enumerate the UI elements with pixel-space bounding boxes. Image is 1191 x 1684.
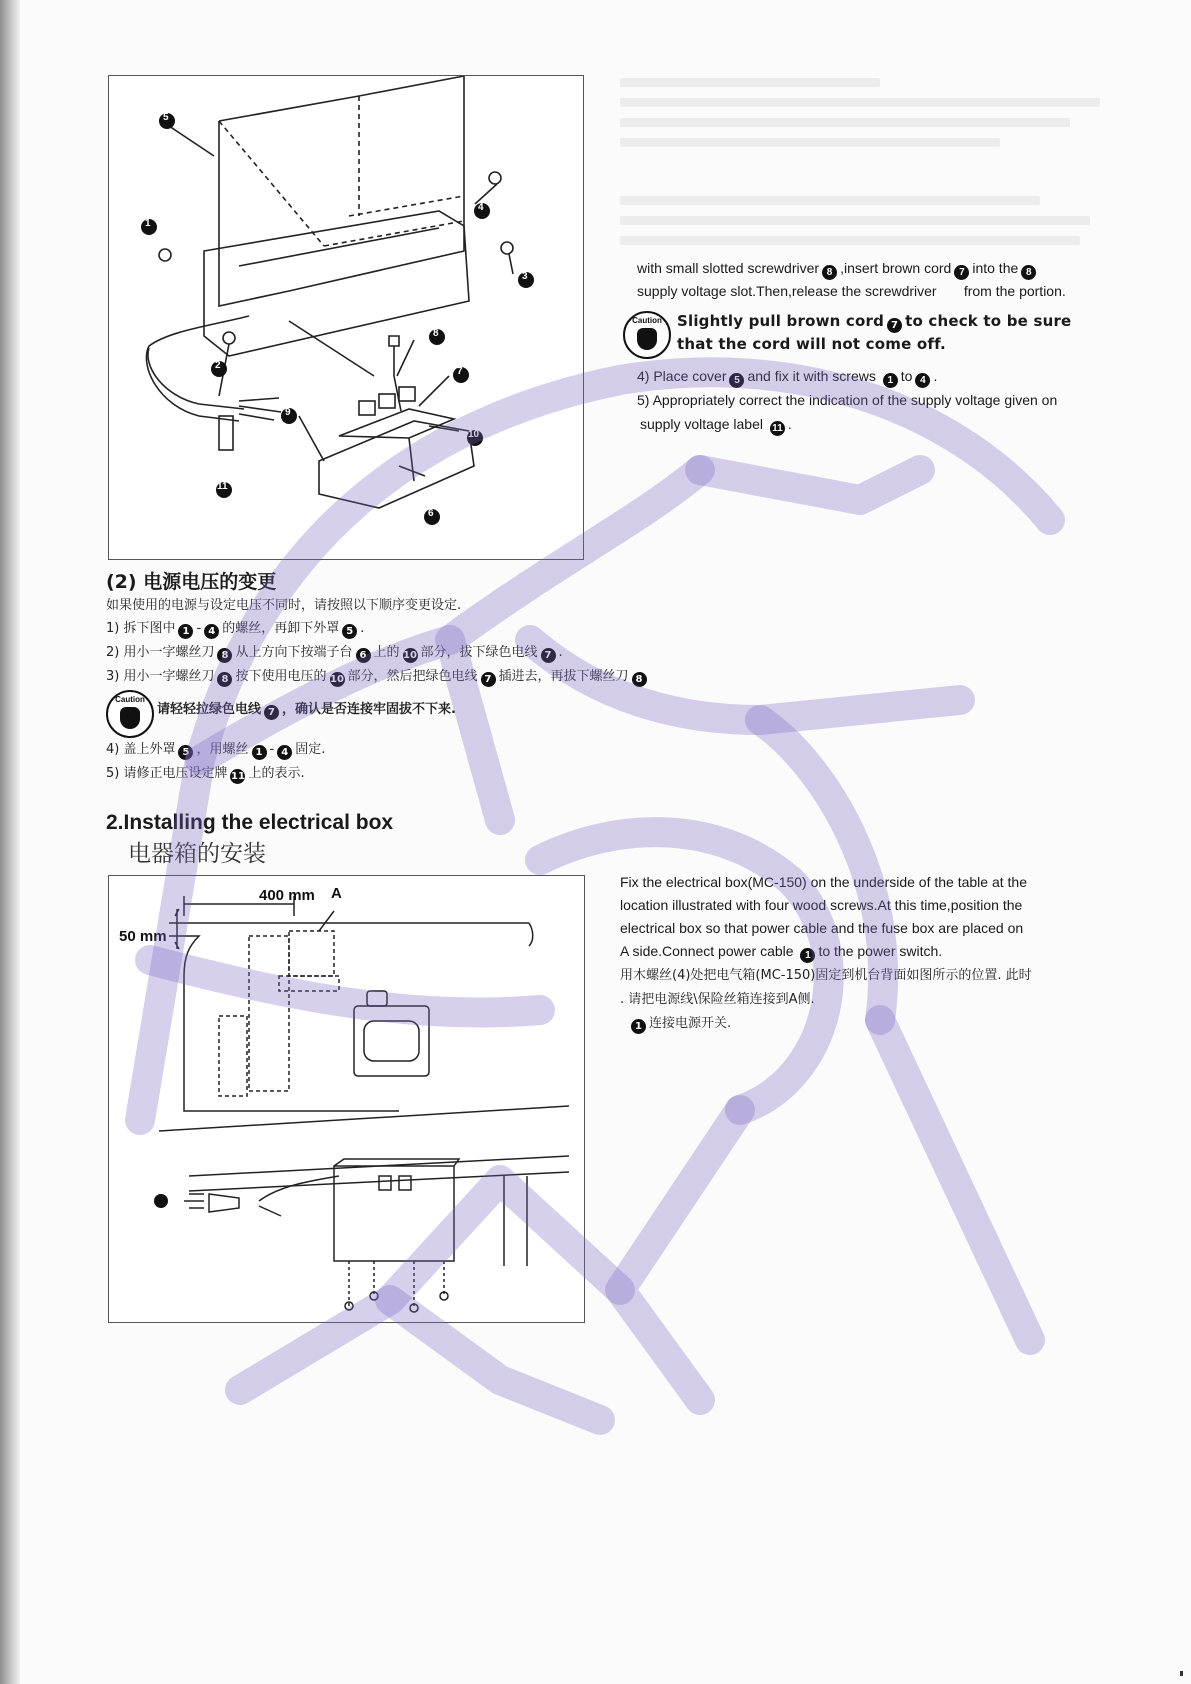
callout-label: 10: [468, 429, 480, 440]
faded-text-line: [620, 78, 880, 87]
callout-label: 9: [285, 407, 291, 418]
num-badge: 7: [264, 705, 279, 720]
callout-bubble-1: [154, 1194, 168, 1208]
num-badge: 7: [887, 318, 902, 333]
voltage-change-illustration: [109, 76, 583, 559]
faded-text-line: [620, 98, 1100, 107]
cn-step-3: 3) 用小一字螺丝刀 8 按下使用电压的 10 部分，然后把绿色电线 7 插进去，再拔下螺丝刀 8: [106, 667, 650, 687]
section-2-title: 2.Installing the electrical box: [106, 811, 394, 834]
faded-text-line: [620, 216, 1090, 225]
step-4: 4) Place cover 5 and fix it with screws 1 to 4 .: [637, 368, 938, 386]
instruction-line: supply voltage slot.Then,release the screwdriver from the portion.: [637, 283, 1066, 299]
step-5-cont: supply voltage label 11 .: [640, 416, 792, 434]
num-badge: 11: [770, 421, 785, 436]
num-badge: 11: [231, 771, 245, 782]
callout-label: 7: [457, 366, 463, 377]
num-badge: 1: [631, 1019, 646, 1034]
figure-electrical-box: [108, 875, 585, 1323]
num-badge: 4: [204, 624, 219, 639]
callout-label: 1: [145, 218, 151, 229]
figure-voltage-change: [108, 75, 584, 560]
page-mark: [1180, 1671, 1183, 1676]
num-badge: 4: [915, 373, 930, 388]
num-badge: 8: [1021, 265, 1036, 280]
install-cn-line: . 请把电源线\保险丝箱连接到A侧.: [620, 992, 815, 1007]
num-badge: 1: [252, 745, 267, 760]
cn-caution-icon: Caution: [106, 690, 154, 738]
install-desc-line: electrical box so that power cable and the fuse box are placed on: [620, 920, 1024, 936]
instruction-line: with small slotted screwdriver 8 ,insert brown cord 7 into the 8: [637, 257, 1039, 280]
num-badge: 7: [481, 672, 496, 687]
cn-intro: 如果使用的电源与设定电压不同时，请按照以下顺序变更设定.: [106, 598, 462, 613]
install-desc-line: location illustrated with four wood screws.At this time,position the: [620, 897, 1023, 913]
point-a-label: A: [331, 885, 342, 902]
num-badge: 8: [217, 648, 232, 663]
callout-bubbles: [141, 113, 534, 525]
caution-note: Slightly pull brown cord 7 to check to be sure that the cord will not come off.: [677, 312, 1072, 353]
num-badge: 1: [800, 948, 815, 963]
dim-50-label: 50 mm: [119, 928, 167, 945]
num-badge: 5: [729, 373, 744, 388]
cn-step-1: 1) 拆下图中 1 - 4 的螺丝，再卸下外罩 5 .: [106, 621, 365, 637]
step-5: 5) Appropriately correct the indication of the supply voltage given on: [637, 392, 1058, 408]
callout-label: 3: [522, 271, 528, 282]
num-badge: 8: [217, 672, 232, 687]
callout-label: 2: [215, 360, 221, 371]
num-badge: 8: [822, 265, 837, 280]
dim-400-label: 400 mm: [259, 887, 315, 904]
cn-step-4: 4) 盖上外罩 5 ，用螺丝 1 - 4 固定.: [106, 742, 326, 758]
caution-icon: Caution: [623, 311, 671, 359]
num-badge: 6: [356, 648, 371, 663]
faded-text-line: [620, 118, 1070, 127]
num-badge: 8: [632, 672, 647, 687]
faded-text-line: [620, 196, 1040, 205]
callout-label: 8: [433, 328, 439, 339]
callout-label: 6: [428, 508, 434, 519]
install-cn-line: 1 连接电源开关.: [628, 1014, 731, 1034]
install-desc-line: A side.Connect power cable 1 to the power switch.: [620, 943, 943, 961]
callout-label: 5: [163, 112, 169, 123]
num-badge: 5: [178, 745, 193, 760]
num-badge: 7: [541, 648, 556, 663]
cn-section-heading: (2) 电源电压的变更: [106, 571, 277, 593]
callout-label: 4: [478, 202, 484, 213]
num-badge: 1: [883, 373, 898, 388]
install-cn-line: 用木螺丝(4)处把电气箱(MC-150)固定到机台背面如图所示的位置. 此时: [620, 968, 1032, 983]
electrical-box-illustration: [109, 876, 584, 1322]
install-desc-line: Fix the electrical box(MC-150) on the underside of the table at the: [620, 874, 1027, 890]
num-badge: 7: [954, 265, 969, 280]
callout-label: 11: [217, 481, 228, 492]
faded-text-line: [620, 236, 1080, 245]
cn-step-2: 2) 用小一字螺丝刀 8 从上方向下按端子台 6 上的 10 部分，拔下绿色电线 7 .: [106, 645, 563, 661]
num-badge: 5: [342, 624, 357, 639]
cn-caution: 请轻轻拉绿色电线 7 ，确认是否连接牢固拔不下来.: [157, 702, 456, 718]
binding-shadow: [0, 0, 20, 1684]
num-badge: 1: [178, 624, 193, 639]
section-2-subtitle: 电器箱的安装: [128, 841, 266, 867]
num-badge: 10: [330, 674, 344, 685]
num-badge: 10: [403, 650, 417, 661]
faded-text-line: [620, 138, 1000, 147]
num-badge: 4: [277, 745, 292, 760]
cn-step-5: 5) 请修正电压设定牌 11 上的表示.: [106, 766, 305, 782]
